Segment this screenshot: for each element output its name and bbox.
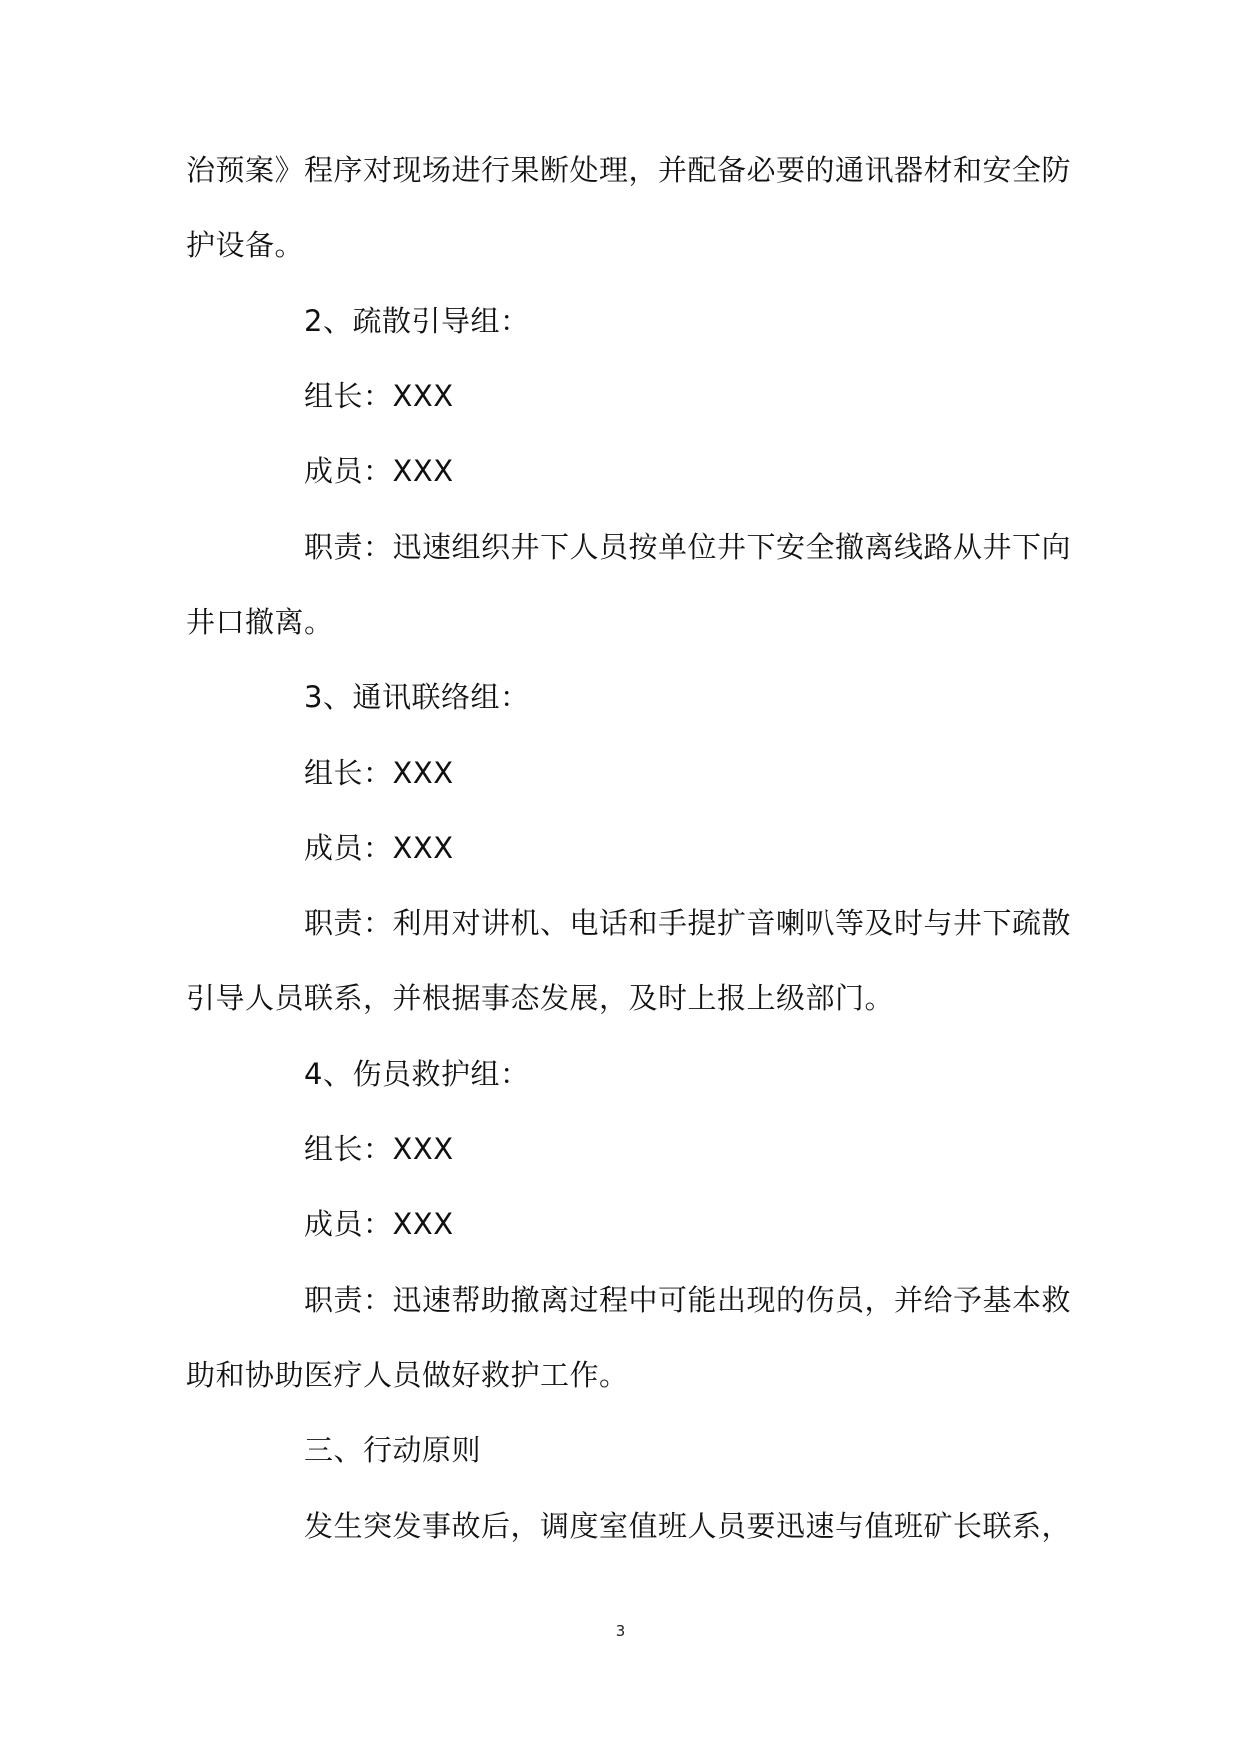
group-member-line: 成员：XXX: [304, 1207, 454, 1241]
group-leader-line: 组长：XXX: [304, 379, 454, 413]
responsibility-line: 职责：迅速帮助撤离过程中可能出现的伤员，并给予基本救: [304, 1283, 1072, 1317]
paragraph-line: 井口撤离。: [186, 605, 334, 639]
paragraph-line: 护设备。: [186, 228, 305, 262]
responsibility-line: 职责：利用对讲机、电话和手提扩音喇叭等及时与井下疏散: [304, 906, 1072, 940]
section-heading: 3、通讯联络组：: [304, 680, 530, 714]
paragraph-line: 助和协助医疗人员做好救护工作。: [186, 1358, 629, 1392]
group-member-line: 成员：XXX: [304, 454, 454, 488]
page-number: 3: [615, 1622, 626, 1640]
paragraph-line: 引导人员联系，并根据事态发展，及时上报上级部门。: [186, 981, 895, 1015]
paragraph-line: 治预案》程序对现场进行果断处理，并配备必要的通讯器材和安全防: [186, 153, 1072, 187]
group-leader-line: 组长：XXX: [304, 1132, 454, 1166]
group-leader-line: 组长：XXX: [304, 756, 454, 790]
chapter-heading: 三、行动原则: [304, 1433, 482, 1467]
section-heading: 2、疏散引导组：: [304, 304, 530, 338]
section-heading: 4、伤员救护组：: [304, 1057, 530, 1091]
group-member-line: 成员：XXX: [304, 831, 454, 865]
responsibility-line: 职责：迅速组织井下人员按单位井下安全撤离线路从井下向: [304, 530, 1072, 564]
paragraph-line: 发生突发事故后，调度室值班人员要迅速与值班矿长联系，: [304, 1509, 1072, 1543]
